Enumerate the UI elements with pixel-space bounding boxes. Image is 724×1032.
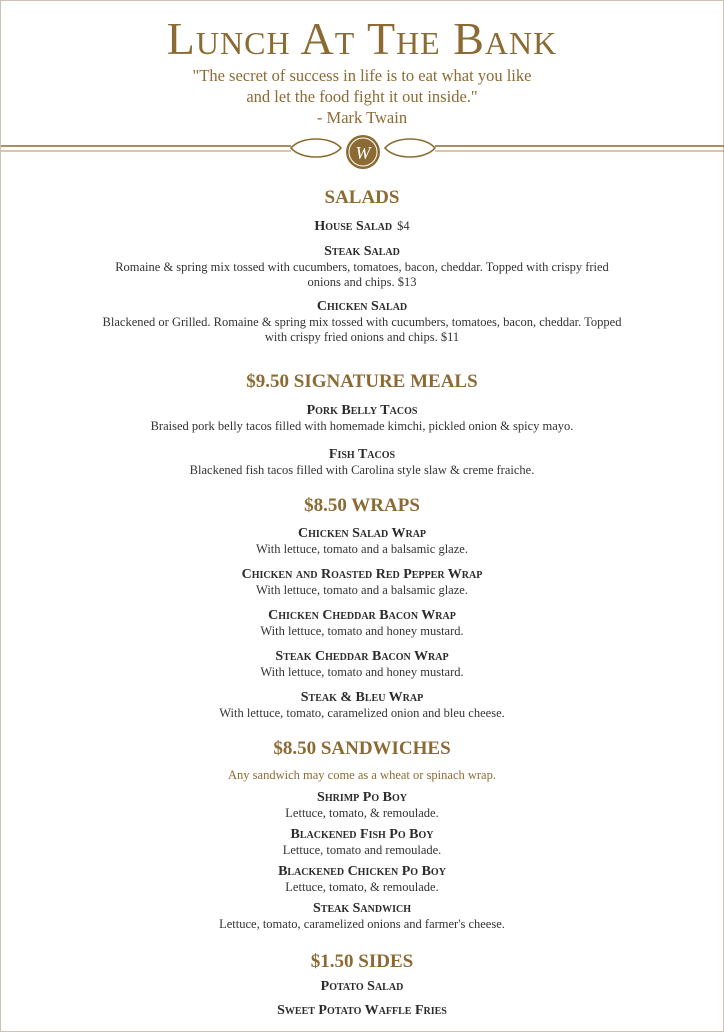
item-name: Chicken Salad Wrap <box>297 526 427 541</box>
item-name: Steak Cheddar Bacon Wrap <box>275 649 449 664</box>
item-desc: With lettuce, tomato and a balsamic glaze. <box>256 583 468 597</box>
monogram-letter: W <box>355 143 371 163</box>
item-desc: Lettuce, tomato and remoulade. <box>282 843 442 857</box>
menu-item <box>1 244 723 290</box>
item-name: House Salad <box>314 219 393 234</box>
item-name: Chicken Salad <box>316 299 408 314</box>
item-desc: onions and chips. $13 <box>307 275 417 289</box>
item-name: Blackened Fish Po Boy <box>290 827 434 842</box>
item-name: Potato Salad <box>320 979 404 994</box>
menu-item <box>1 790 723 821</box>
menu-item <box>1 567 723 598</box>
item-desc: With lettuce, tomato and honey mustard. <box>260 624 464 638</box>
item-name: Shrimp Po Boy <box>317 790 407 805</box>
item-price: $4 <box>397 219 410 233</box>
item-name: Blackened Chicken Po Boy <box>278 864 446 879</box>
menu-item <box>1 649 723 680</box>
quote-block <box>1 65 723 128</box>
menu-item <box>1 447 723 478</box>
quote-author: - Mark Twain <box>316 108 408 127</box>
item-desc: Blackened or Grilled. Romaine & spring mix tossed with cucumbers, tomatoes, bacon, cheddar. Topped <box>102 315 622 329</box>
wraps-section <box>1 495 723 721</box>
item-name: Chicken and Roasted Red Pepper Wrap <box>241 567 483 582</box>
menu-item <box>1 608 723 639</box>
item-name: Fish Tacos <box>328 447 396 462</box>
item-desc: Blackened fish tacos filled with Carolina style slaw & creme fraiche. <box>189 463 535 477</box>
salads-section <box>1 187 723 345</box>
item-name: Steak & Bleu Wrap <box>300 690 424 705</box>
menu-item <box>1 864 723 895</box>
item-desc: Lettuce, tomato, & remoulade. <box>285 880 439 894</box>
item-name: Steak Salad <box>324 244 400 259</box>
sandwich-note: Any sandwich may come as a wheat or spinach wrap. <box>228 768 496 782</box>
item-desc: Braised pork belly tacos filled with homemade kimchi, pickled onion & spicy mayo. <box>150 419 574 433</box>
sides-heading: $1.50 SIDES <box>310 951 414 972</box>
quote-line-2: and let the food fight it out inside." <box>246 87 478 106</box>
menu-title: Lunch At The Bank <box>166 13 558 64</box>
menu-item <box>1 215 723 235</box>
menu-item <box>1 299 723 345</box>
item-desc: With lettuce, tomato and honey mustard. <box>260 665 464 679</box>
item-desc: Lettuce, tomato, & remoulade. <box>285 806 439 820</box>
item-desc: With lettuce, tomato and a balsamic glaze. <box>256 542 468 556</box>
menu-item <box>1 403 723 434</box>
item-desc: Lettuce, tomato, caramelized onions and farmer's cheese. <box>219 917 505 931</box>
menu-item <box>1 827 723 858</box>
quote-line-1: "The secret of success in life is to eat what you like <box>192 66 532 85</box>
item-name: Chicken Cheddar Bacon Wrap <box>268 608 456 623</box>
signature-heading: $9.50 SIGNATURE MEALS <box>246 371 478 392</box>
ornamental-divider <box>1 131 724 173</box>
item-name: Steak Sandwich <box>313 901 411 916</box>
sandwiches-section <box>1 738 723 932</box>
sides-section <box>1 951 723 1019</box>
wraps-heading: $8.50 WRAPS <box>304 495 420 516</box>
menu-item <box>1 526 723 557</box>
sandwiches-heading: $8.50 SANDWICHES <box>273 738 451 759</box>
item-desc: with crispy fried onions and chips. $11 <box>264 330 460 344</box>
signature-section <box>1 371 723 478</box>
item-desc: Romaine & spring mix tossed with cucumbers, tomatoes, bacon, cheddar. Topped with crispy fried <box>115 260 609 274</box>
item-name: Pork Belly Tacos <box>306 403 418 418</box>
menu-item <box>1 690 723 721</box>
monogram-flourish-icon <box>346 135 380 169</box>
salads-heading: SALADS <box>324 187 400 208</box>
item-name: Sweet Potato Waffle Fries <box>277 1003 447 1018</box>
item-desc: With lettuce, tomato, caramelized onion and bleu cheese. <box>219 706 505 720</box>
menu-item <box>1 901 723 932</box>
